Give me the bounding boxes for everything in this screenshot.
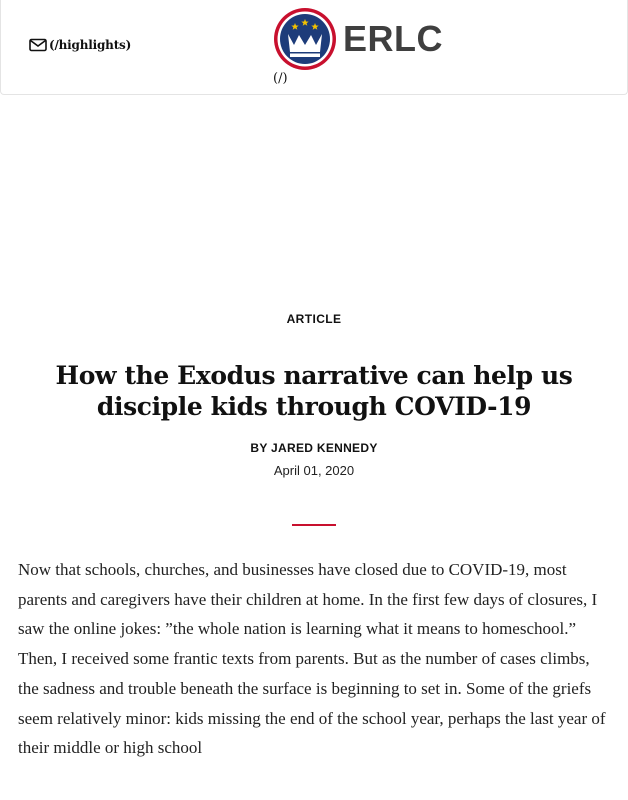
home-logo-link[interactable] [273,7,443,71]
highlights-label: (/highlights) [49,38,132,52]
article-type-label: ARTICLE [286,312,342,326]
home-link-label[interactable]: (/) [273,71,288,86]
erlc-seal-icon [273,7,337,71]
article-body-paragraph: Now that schools, churches, and businesses have closed due to COVID-19, most parents and caregivers have their children at home. In the first few days of closures, I saw the online jokes: ”the whole nation is learning what it means to homeschool.” Then, I received some frantic texts from parents. But as the number of cases climbs, the sadness and trouble beneath the surface is beginning to set in. Some of the griefs seem relatively minor: kids missing the end of the school year, perhaps the last year of their middle or high school [18,560,606,758]
article-title: How the Exodus narrative can help us disciple kids through COVID-19 [55,361,573,421]
highlights-link[interactable] [29,38,131,52]
site-header [0,0,628,95]
mail-icon [29,38,47,52]
publish-date: April 01, 2020 [273,463,355,478]
logo-wordmark: ERLC [343,18,443,59]
author-byline[interactable]: BY JARED KENNEDY [250,441,378,455]
accent-divider [292,524,336,526]
